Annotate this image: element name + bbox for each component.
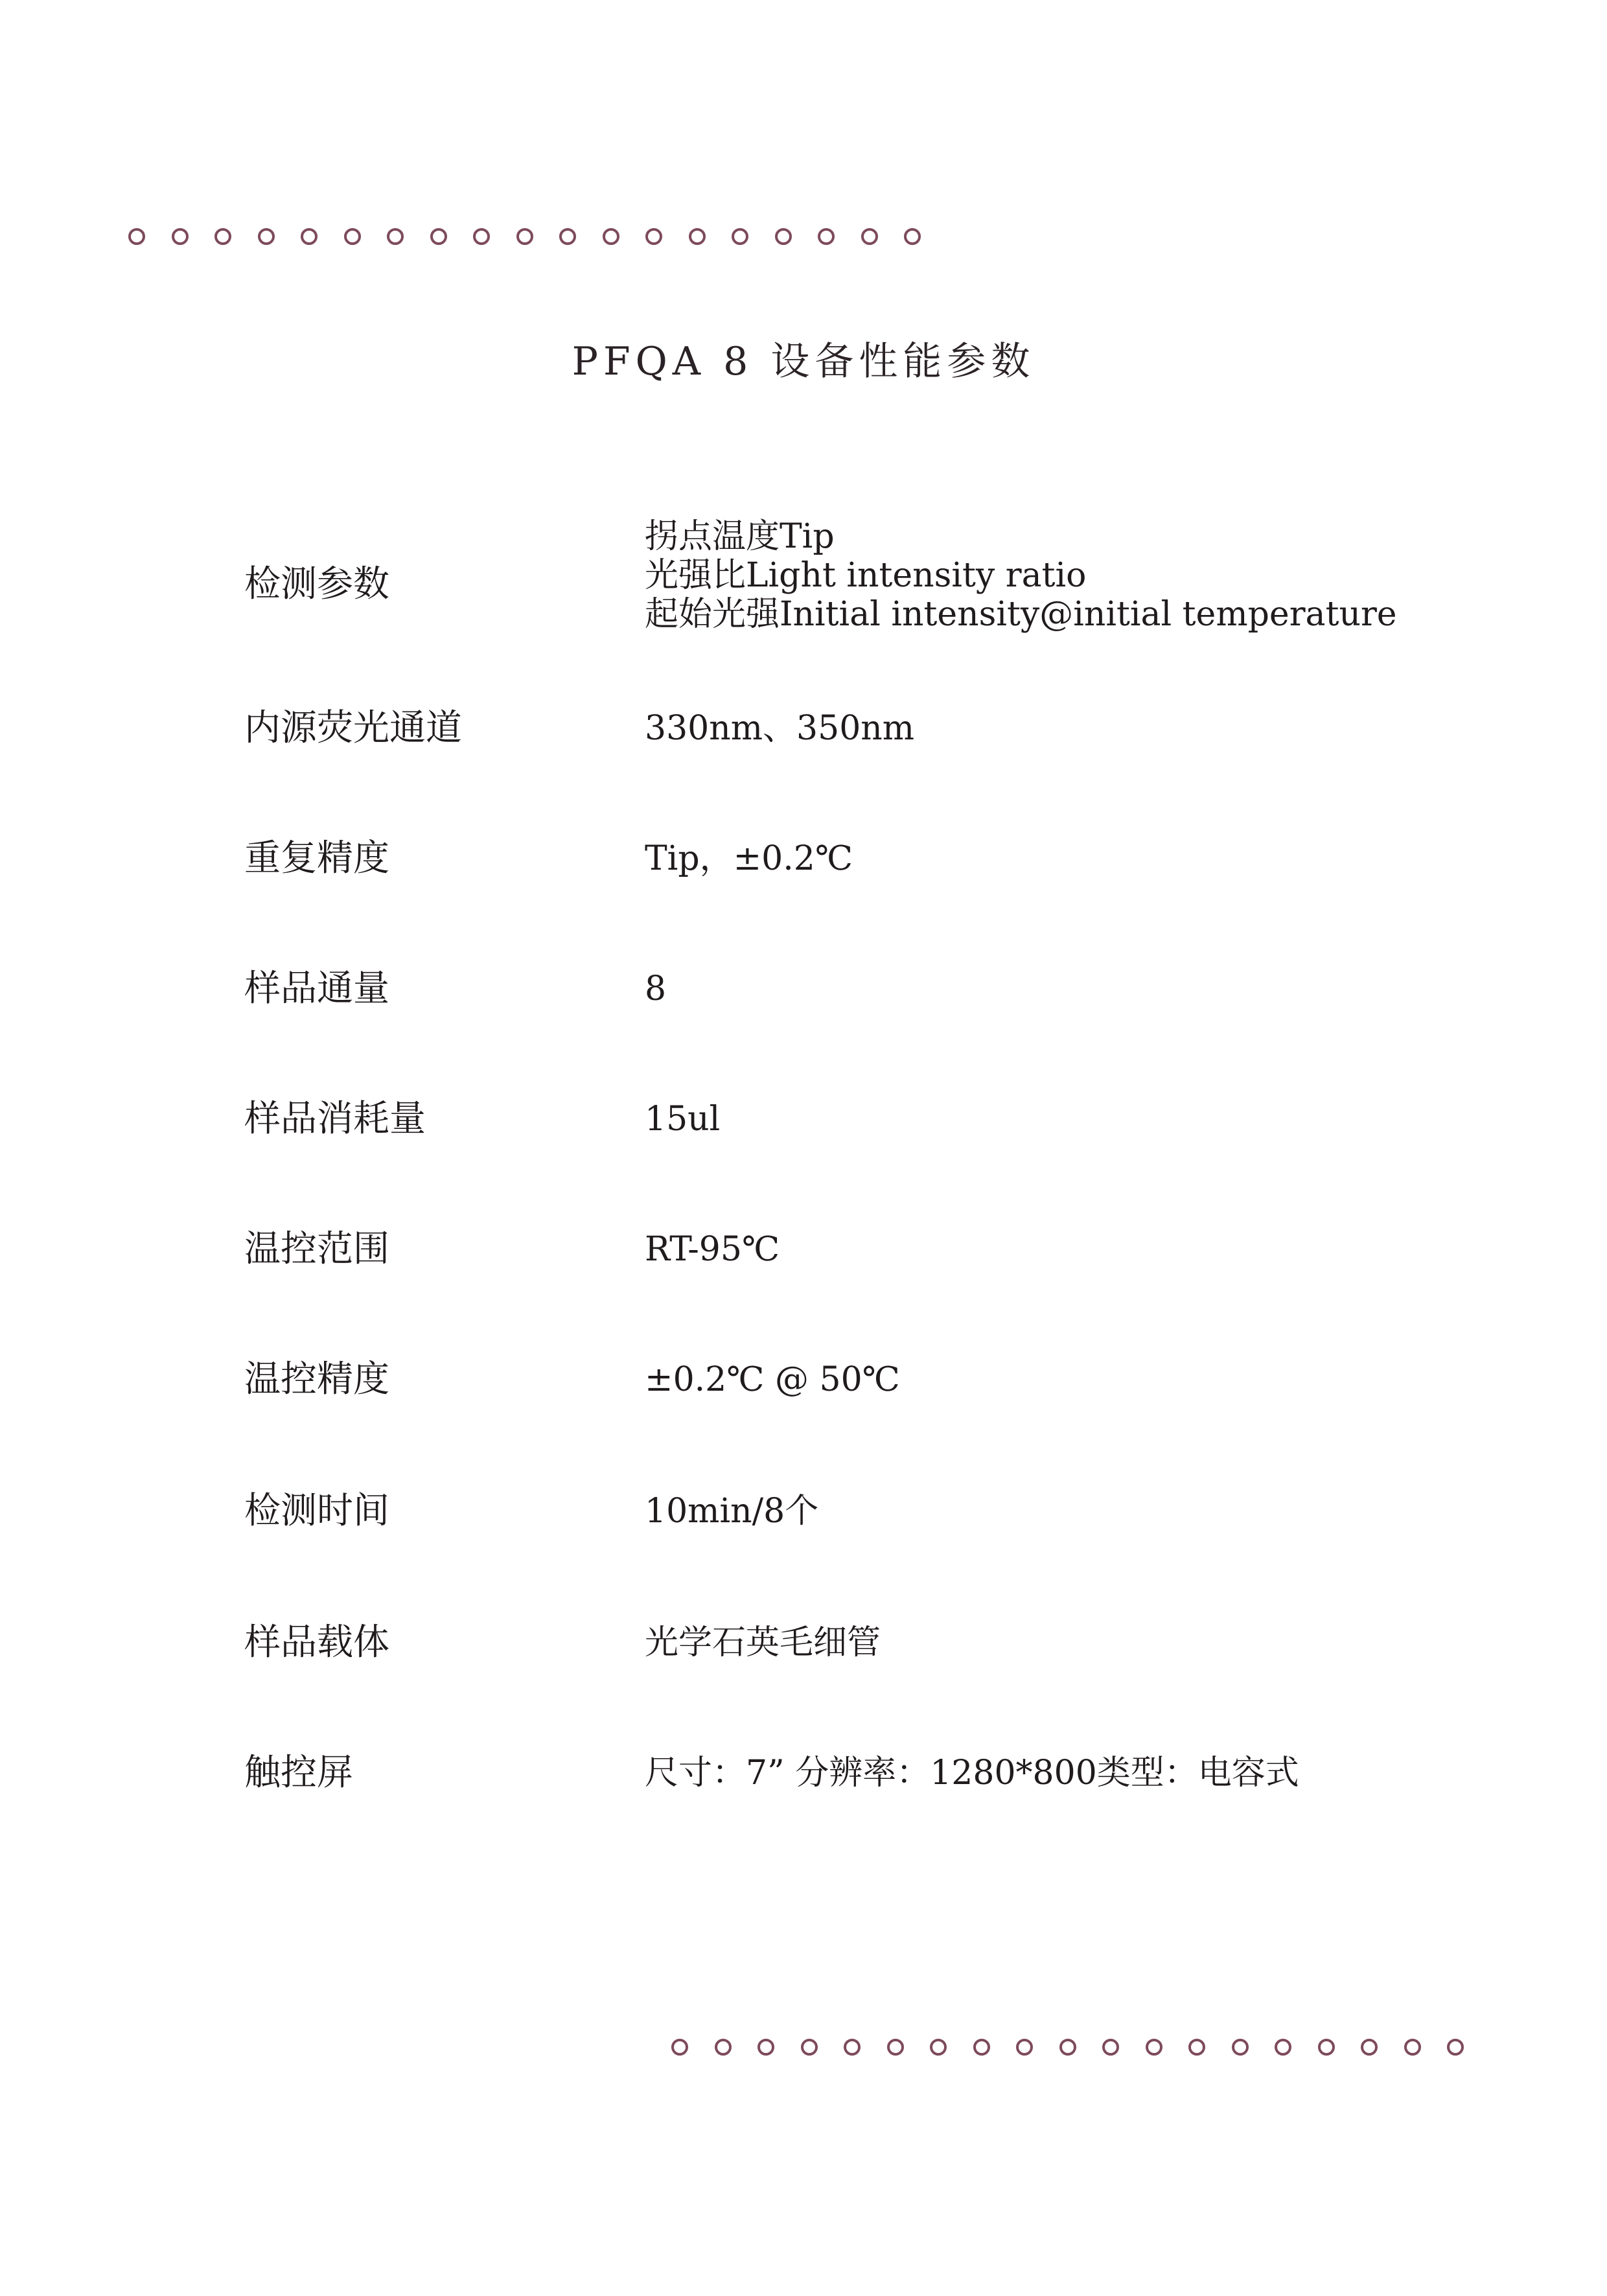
- circle-dot-icon: [516, 228, 533, 245]
- circle-dot-icon: [1188, 2039, 1205, 2056]
- circle-dot-icon: [603, 228, 619, 245]
- param-label: 触控屏: [244, 1752, 353, 1794]
- param-label: 检测时间: [244, 1490, 389, 1532]
- circle-dot-icon: [757, 2039, 774, 2056]
- param-value: 10min/8个: [645, 1492, 819, 1531]
- param-label: 样品消耗量: [244, 1098, 426, 1140]
- circle-dot-icon: [1016, 2039, 1033, 2056]
- param-label: 重复精度: [244, 837, 389, 879]
- circle-dot-icon: [1146, 2039, 1162, 2056]
- circle-dot-icon: [904, 228, 921, 245]
- param-value: [645, 517, 1397, 634]
- top-dot-decoration: [128, 228, 947, 245]
- circle-dot-icon: [930, 2039, 947, 2056]
- param-value: 15ul: [645, 1100, 721, 1139]
- param-label: 温控范围: [244, 1228, 389, 1270]
- param-value: RT-95℃: [645, 1230, 780, 1269]
- circle-dot-icon: [844, 2039, 861, 2056]
- circle-dot-icon: [861, 228, 878, 245]
- circle-dot-icon: [671, 2039, 688, 2056]
- circle-dot-icon: [1102, 2039, 1119, 2056]
- circle-dot-icon: [559, 228, 576, 245]
- circle-dot-icon: [387, 228, 404, 245]
- param-value: 尺寸：7” 分辨率：1280*800类型：电容式: [645, 1754, 1299, 1792]
- bottom-dot-decoration: [671, 2039, 1490, 2056]
- circle-dot-icon: [818, 228, 835, 245]
- circle-dot-icon: [258, 228, 275, 245]
- param-label: 检测参数: [244, 563, 389, 605]
- param-value-line: 光强比Light intensity ratio: [645, 556, 1087, 595]
- param-value-line: 起始光强Initial intensity@initial temperature: [645, 595, 1397, 634]
- param-label: 温控精度: [244, 1358, 389, 1400]
- circle-dot-icon: [214, 228, 231, 245]
- circle-dot-icon: [1232, 2039, 1249, 2056]
- param-value: 光学石英毛细管: [645, 1623, 881, 1662]
- page-title: PFQA 8 设备性能参数: [572, 339, 1035, 384]
- param-value: 8: [645, 969, 667, 1008]
- circle-dot-icon: [473, 228, 490, 245]
- circle-dot-icon: [1447, 2039, 1464, 2056]
- circle-dot-icon: [1318, 2039, 1335, 2056]
- param-value-line: 拐点温度Tip: [645, 517, 835, 556]
- circle-dot-icon: [732, 228, 748, 245]
- circle-dot-icon: [645, 228, 662, 245]
- circle-dot-icon: [430, 228, 447, 245]
- circle-dot-icon: [973, 2039, 990, 2056]
- circle-dot-icon: [715, 2039, 732, 2056]
- circle-dot-icon: [1059, 2039, 1076, 2056]
- circle-dot-icon: [128, 228, 145, 245]
- circle-dot-icon: [1275, 2039, 1291, 2056]
- circle-dot-icon: [1404, 2039, 1421, 2056]
- circle-dot-icon: [887, 2039, 904, 2056]
- circle-dot-icon: [1361, 2039, 1378, 2056]
- circle-dot-icon: [301, 228, 318, 245]
- param-value: Tip，±0.2℃: [645, 839, 853, 878]
- param-value: ±0.2℃ @ 50℃: [645, 1360, 900, 1399]
- param-value: 330nm、350nm: [645, 709, 915, 748]
- param-label: 样品通量: [244, 968, 389, 1010]
- param-label: 样品载体: [244, 1621, 389, 1664]
- circle-dot-icon: [344, 228, 361, 245]
- param-label: 内源荧光通道: [244, 707, 462, 749]
- circle-dot-icon: [801, 2039, 818, 2056]
- circle-dot-icon: [775, 228, 792, 245]
- circle-dot-icon: [172, 228, 189, 245]
- circle-dot-icon: [689, 228, 706, 245]
